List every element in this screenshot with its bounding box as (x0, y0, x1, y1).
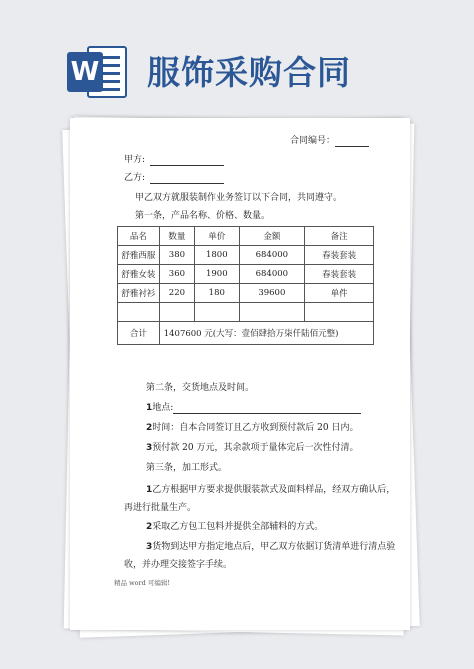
table-cell (118, 303, 160, 322)
table-cell: 单件 (305, 284, 374, 303)
table-cell: 39600 (239, 284, 305, 303)
article-2: 第二条，交货地点及时间。 (146, 383, 255, 393)
table-cell: 春装套装 (305, 265, 374, 284)
item-text: 货物到达甲方指定地点后，甲乙双方依据订货清单进行清点验 (152, 542, 396, 552)
table-header: 金额 (239, 227, 305, 246)
proc-3 (146, 542, 395, 553)
page-title: 服饰采购合同 (147, 53, 351, 92)
item-number: 3 (146, 542, 153, 552)
table-header: 单价 (195, 227, 239, 246)
article-1: 第一条，产品名称、价格、数量。 (135, 211, 271, 221)
item-text: 地点: (152, 403, 174, 413)
item-text: 乙方根据甲方要求提供服装款式及面料样品，经双方确认后， (152, 485, 396, 495)
party-b-label: 乙方: (124, 173, 146, 183)
word-icon (67, 44, 129, 100)
total-label: 合计 (118, 322, 160, 345)
item-text: 时间：自本合同签订且乙方收到预付款后 20 日内。 (152, 423, 359, 433)
banner (0, 0, 474, 110)
intro-text: 甲乙双方就服装制作业务签订以下合同，共同遵守。 (135, 193, 343, 203)
contract-number-label: 合同编号： (290, 136, 336, 146)
contract-number-blank (335, 146, 369, 147)
item-text: 预付款 20 万元，其余款项于量体完后一次性付清。 (152, 443, 359, 453)
party-a-blank (150, 165, 224, 166)
item-text: 采取乙方包工包料并提供全部辅料的方式。 (152, 522, 324, 532)
table-row (118, 246, 374, 265)
total-value: 1407600 元(大写：壹佰肆拾万柒仟陆佰元整) (159, 322, 373, 345)
table-cell: 220 (159, 284, 194, 303)
table-cell: 684000 (239, 265, 305, 284)
document-page (70, 118, 410, 630)
footer-note: 精品 word 可编辑! (114, 579, 170, 587)
table-row (118, 284, 374, 303)
table-header: 品名 (118, 227, 160, 246)
table-row (118, 303, 374, 322)
table-total-row (118, 322, 374, 345)
goods-table (117, 226, 374, 345)
item-number: 3 (146, 443, 153, 453)
table-cell: 684000 (239, 246, 305, 265)
article-3: 第三条，加工形式。 (146, 463, 228, 473)
table-cell: 180 (195, 284, 239, 303)
table-cell: 舒雅女装 (118, 265, 160, 284)
table-header: 数量 (159, 227, 194, 246)
proc-1-cont: 再进行批量生产。 (124, 503, 197, 513)
table-cell: 1900 (195, 265, 239, 284)
item-number: 2 (146, 522, 153, 532)
word-icon-letter: W (67, 52, 103, 92)
table-cell (195, 303, 239, 322)
table-cell (239, 303, 305, 322)
party-b-blank (150, 183, 224, 184)
place-blank (173, 413, 361, 414)
table-row (118, 265, 374, 284)
table-header: 备注 (305, 227, 374, 246)
item-number: 1 (146, 485, 153, 495)
party-a-label: 甲方: (124, 155, 146, 165)
table-cell: 1800 (195, 246, 239, 265)
proc-1 (146, 485, 395, 496)
table-header-row (118, 227, 374, 246)
table-cell: 360 (159, 265, 194, 284)
item-number: 2 (146, 423, 153, 433)
item-payment (146, 443, 358, 454)
table-cell (305, 303, 374, 322)
proc-3-cont: 收，并办理交接签字手续。 (124, 560, 233, 570)
table-cell: 380 (159, 246, 194, 265)
item-number: 1 (146, 403, 153, 413)
proc-2 (146, 522, 323, 533)
table-cell: 舒雅西服 (118, 246, 160, 265)
item-time (146, 423, 358, 434)
table-cell: 春装套装 (305, 246, 374, 265)
table-cell (159, 303, 194, 322)
item-place (146, 403, 173, 414)
table-cell: 舒雅衬衫 (118, 284, 160, 303)
